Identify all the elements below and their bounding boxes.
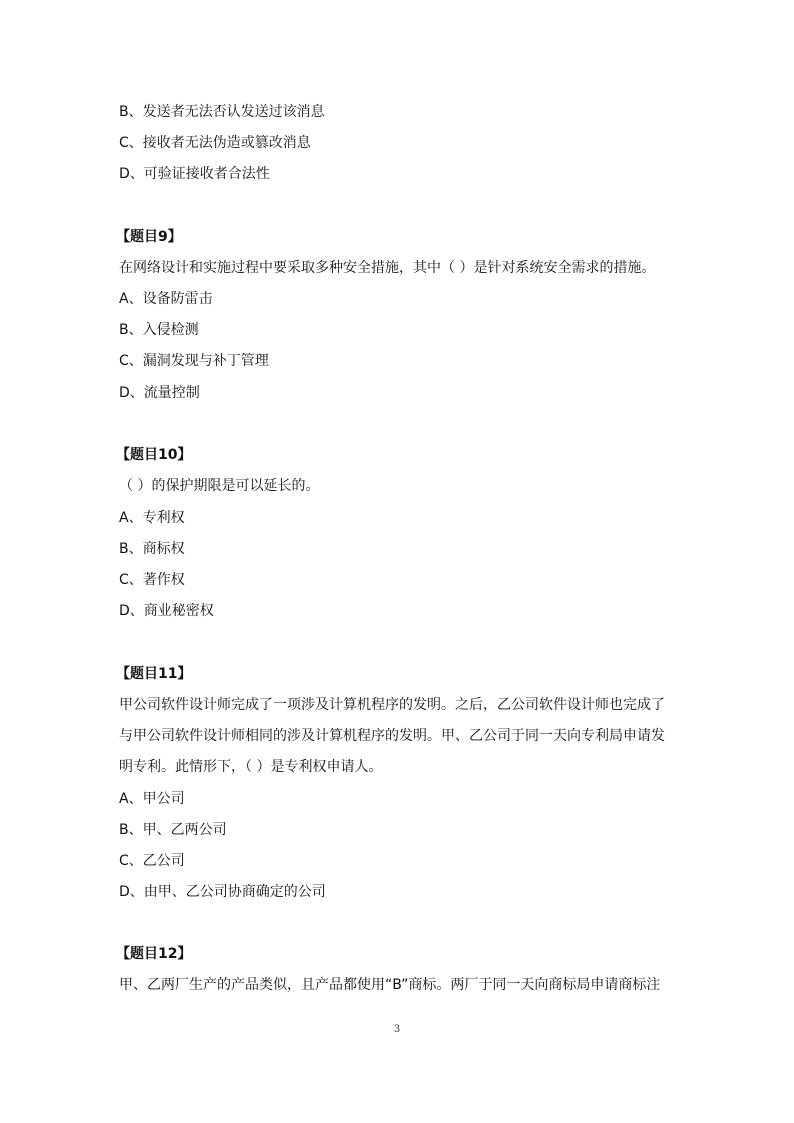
option-a: A、甲公司 — [119, 791, 185, 807]
question-stem-line-3: 明专利。此情形下，（ ）是专利权申请人。 — [119, 759, 383, 775]
question-heading: 【题目10】 — [116, 447, 192, 463]
question-stem: 在网络设计和实施过程中要采取多种安全措施，其中（ ）是针对系统安全需求的措施。 — [119, 260, 656, 276]
question-heading: 【题目9】 — [116, 229, 182, 245]
question-heading: 【题目11】 — [116, 666, 192, 682]
option-b: B、甲、乙两公司 — [119, 822, 227, 838]
page-number: 3 — [393, 1024, 401, 1035]
option-b: B、入侵检测 — [119, 322, 199, 338]
option-d: D、商业秘密权 — [119, 603, 214, 619]
question-stem: （ ）的保护期限是可以延长的。 — [119, 478, 320, 494]
option-a: A、专利权 — [119, 510, 185, 526]
option-c: C、漏洞发现与补丁管理 — [119, 353, 269, 369]
option-c: C、乙公司 — [119, 853, 185, 869]
option-c: C、著作权 — [119, 572, 185, 588]
question-stem-line-2: 与甲公司软件设计师相同的涉及计算机程序的发明。甲、乙公司于同一天向专利局申请发 — [119, 728, 665, 744]
option-d: D、由甲、乙公司协商确定的公司 — [119, 884, 326, 900]
question-heading: 【题目12】 — [116, 946, 192, 962]
option-d: D、可验证接收者合法性 — [119, 166, 270, 182]
question-stem-line-1: 甲公司软件设计师完成了一项涉及计算机程序的发明。之后，乙公司软件设计师也完成了 — [119, 697, 665, 713]
option-b: B、商标权 — [119, 541, 185, 557]
option-d: D、流量控制 — [119, 385, 200, 401]
question-stem-line-1: 甲、乙两厂生产的产品类似，且产品都使用“B”商标。两厂于同一天向商标局申请商标注 — [119, 977, 661, 993]
option-b: B、发送者无法否认发送过该消息 — [119, 104, 325, 120]
option-a: A、设备防雷击 — [119, 291, 213, 307]
option-c: C、接收者无法伪造或篡改消息 — [119, 135, 311, 151]
